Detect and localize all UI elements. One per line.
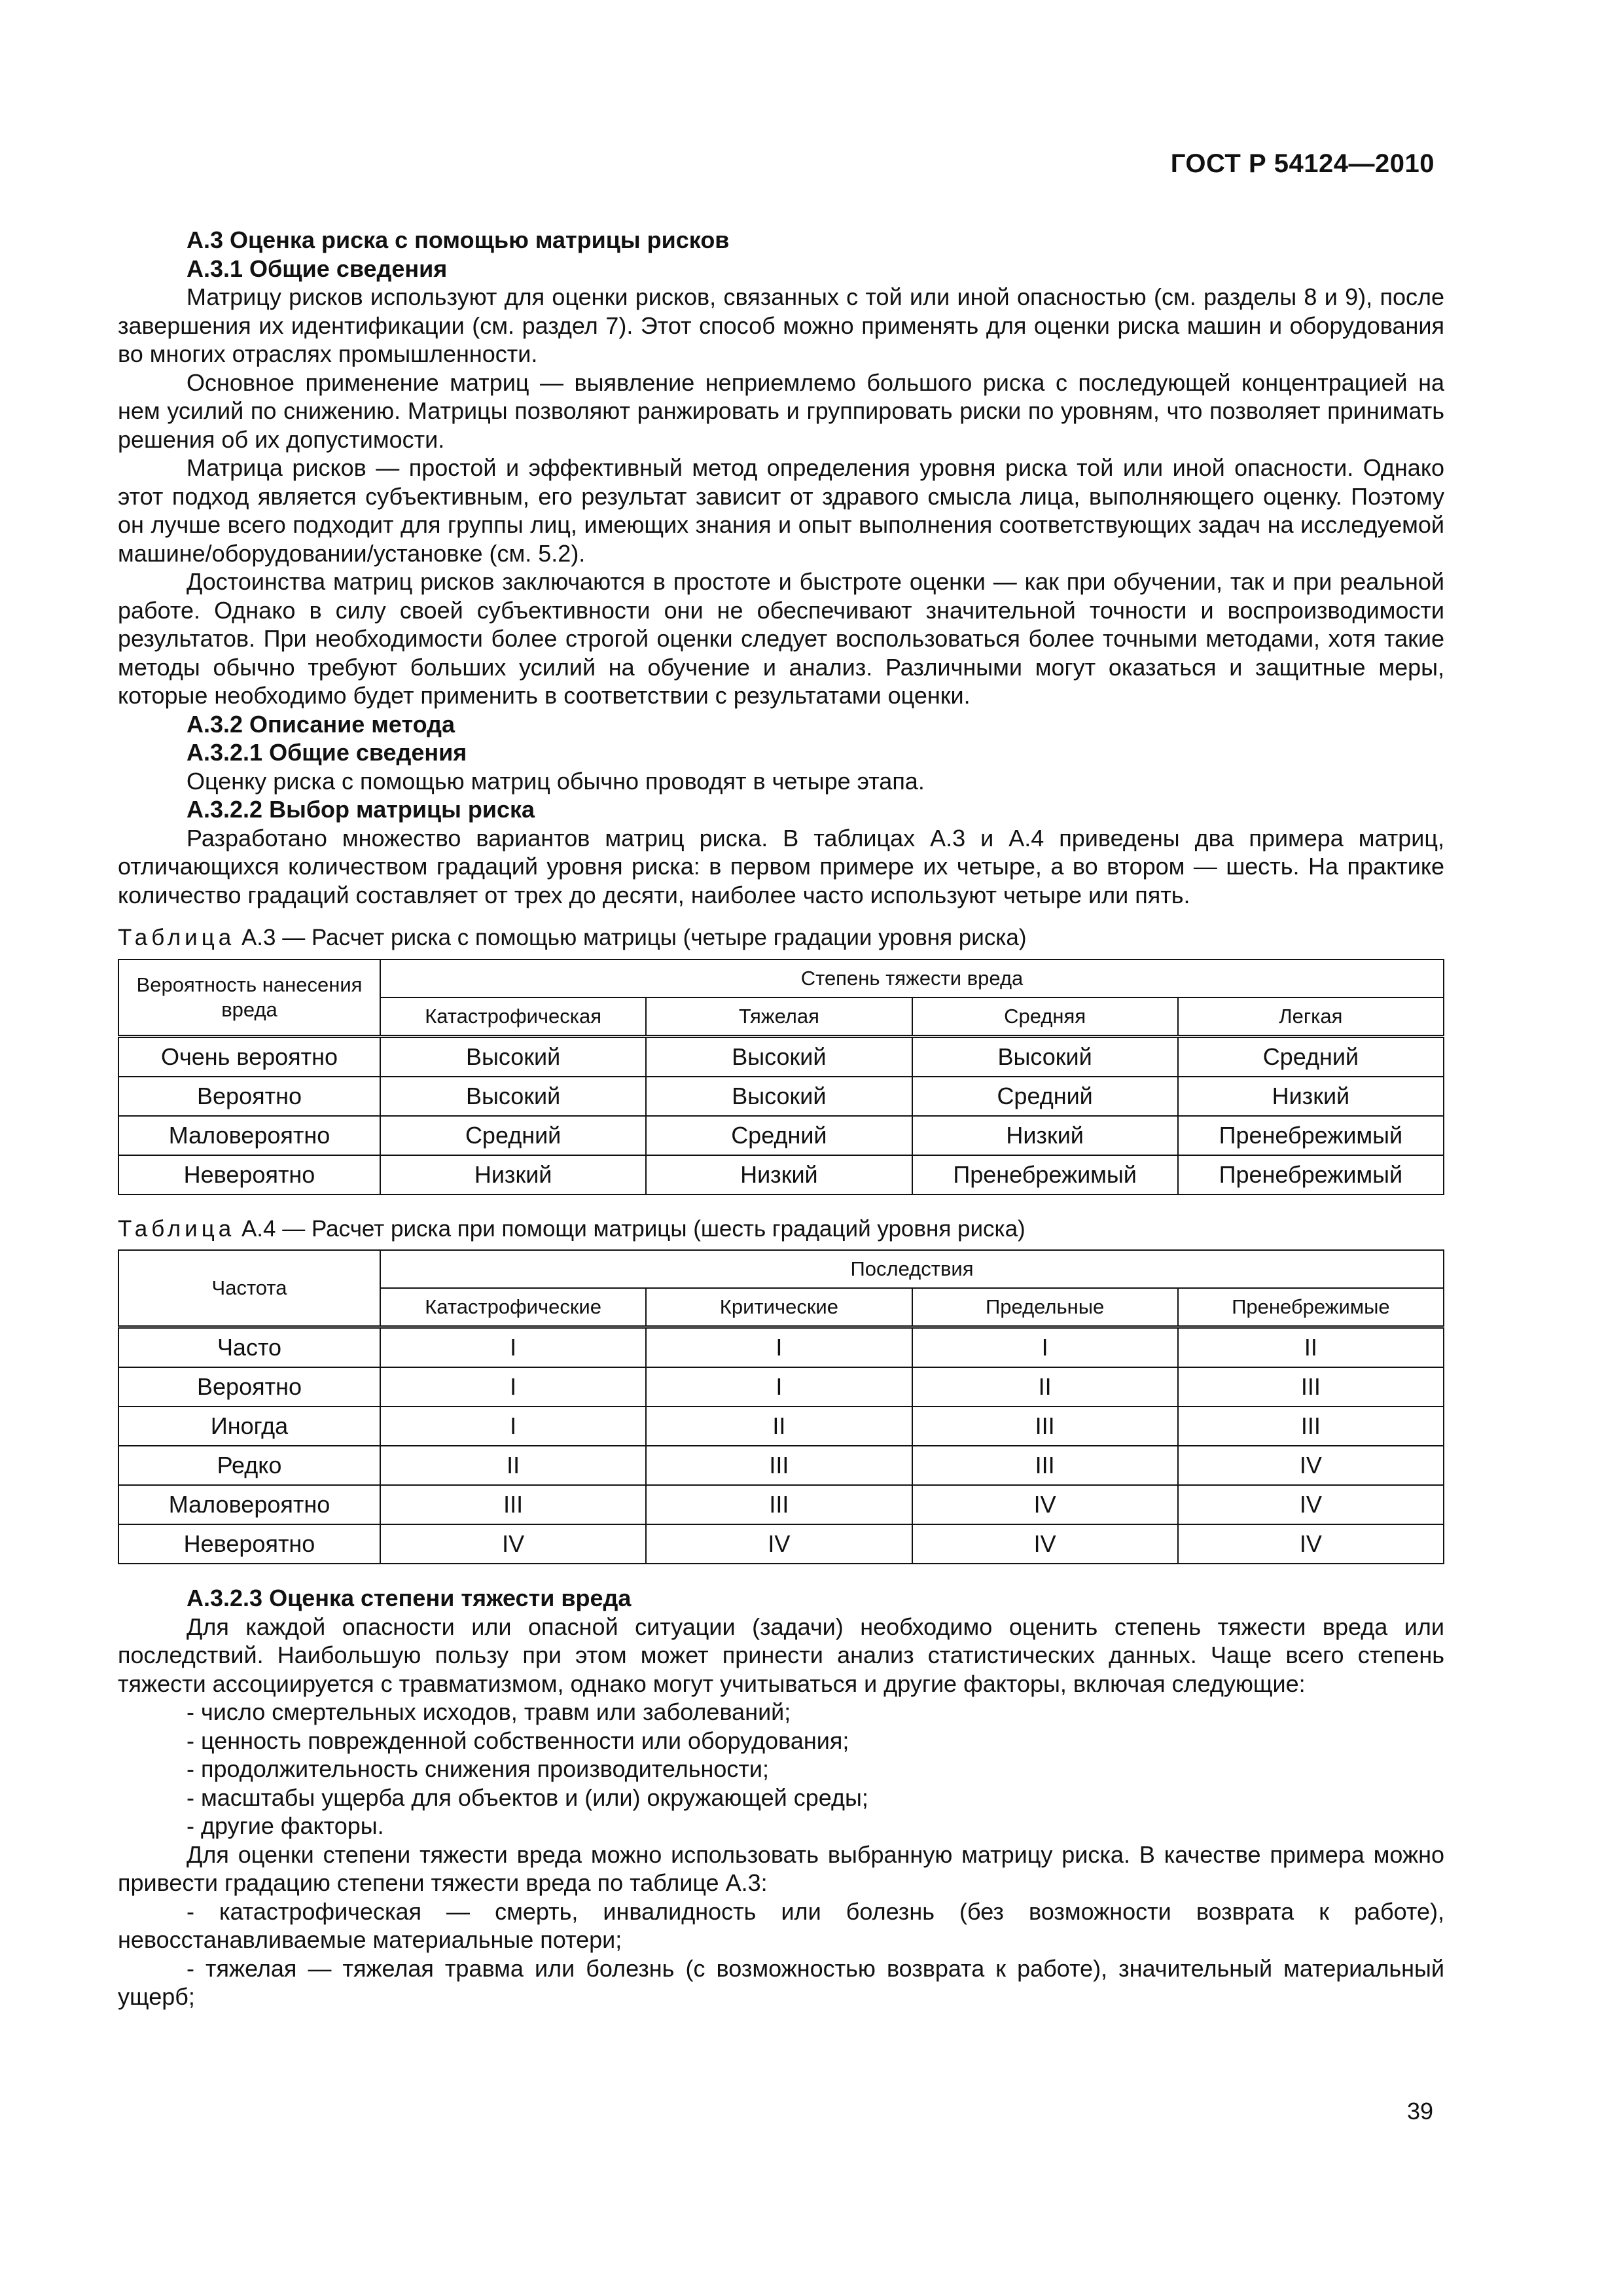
table-cell: II [1178, 1327, 1444, 1368]
paragraph: Матрица рисков — простой и эффективный метод определения уровня риска той или иной опасности. Однако этот подход является субъективным, его результат зависит от здравого смысла лица, выполняющего оценку. Поэтому он лучше всего подходит для группы лиц, имеющих знания и опыт выполнения соответствующих задач на исследуемой машине/оборудовании/установке (см. 5.2). [118, 454, 1444, 567]
paragraph: Разработано множество вариантов матриц риска. В таблицах А.3 и А.4 приведены два примера матриц, отличающихся количеством градаций уровня риска: в первом примере их четыре, а во втором — шесть. На практике количество градаций составляет от трех до десяти, наиболее часто используют четыре или пять. [118, 824, 1444, 908]
table-cell: IV [912, 1485, 1178, 1524]
paragraph: Оценку риска с помощью матриц обычно проводят в четыре этапа. [187, 767, 925, 795]
table-cell: Редко [118, 1446, 380, 1485]
table-cell: Низкий [1178, 1077, 1444, 1116]
list-item: - катастрофическая — смерть, инвалидность или болезнь (без возможности возврата к работе), невосстанавливаемые материальные потери; [118, 1897, 1444, 1953]
caption-text: А.4 — Расчет риска при помощи матрицы (шесть градаций уровня риска) [235, 1215, 1026, 1242]
table-cell: III [912, 1446, 1178, 1485]
table-cell: Высокий [646, 1077, 912, 1116]
table-row [118, 1036, 1444, 1077]
table-cell: Часто [118, 1327, 380, 1368]
severity-heading: А.3.2.3 Оценка степени тяжести вреда [187, 1585, 632, 1611]
table-cell: Очень вероятно [118, 1036, 380, 1077]
caption-label: Таблица [118, 925, 236, 950]
table-cell: IV [646, 1524, 912, 1564]
column-header: Критические [646, 1288, 912, 1327]
table-row [118, 1077, 1444, 1116]
table-row [118, 1327, 1444, 1368]
list-item: - ценность поврежденной собственности или оборудования; [187, 1727, 849, 1754]
caption-label: Таблица [118, 1215, 236, 1242]
general-heading: А.3.2.1 Общие сведения [187, 739, 467, 766]
subsection-heading: А.3.1 Общие сведения [187, 255, 448, 282]
column-header: Тяжелая [646, 997, 912, 1037]
table-cell: Средний [1178, 1036, 1444, 1077]
column-header: Предельные [912, 1288, 1178, 1327]
table-cell: III [1178, 1367, 1444, 1407]
paragraph: Матрицу рисков используют для оценки рисков, связанных с той или иной опасностью (см. разделы 8 и 9), после завершения их идентификации (см. раздел 7). Этот способ можно применять для оценки риска машин и оборудования во многих отраслях промышленности. [118, 283, 1444, 367]
table-cell: Высокий [912, 1036, 1178, 1077]
table-row [118, 1485, 1444, 1524]
row-header: Частота [118, 1250, 380, 1327]
paragraph: Для оценки степени тяжести вреда можно использовать выбранную матрицу риска. В качестве примера можно привести градацию степени тяжести вреда по таблице А.3: [118, 1840, 1444, 1896]
table-cell: IV [380, 1524, 646, 1564]
list-item: - число смертельных исходов, травм или заболеваний; [187, 1698, 791, 1725]
method-heading: А.3.2 Описание метода [187, 710, 455, 738]
group-header: Последствия [380, 1250, 1444, 1288]
table-cell: I [380, 1367, 646, 1407]
list-item: - другие факторы. [187, 1812, 384, 1839]
table-cell: Маловероятно [118, 1485, 380, 1524]
table-cell: I [380, 1407, 646, 1446]
table-cell: II [646, 1407, 912, 1446]
table-cell: IV [1178, 1524, 1444, 1564]
table-cell: Высокий [380, 1036, 646, 1077]
table-cell: Маловероятно [118, 1116, 380, 1155]
page-content [118, 226, 1444, 2011]
list-item: - тяжелая — тяжелая травма или болезнь (с возможностью возврата к работе), значительный материальный ущерб; [118, 1954, 1444, 2010]
risk-matrix-table-a3 [118, 959, 1444, 1195]
table-cell: III [912, 1407, 1178, 1446]
table-cell: Вероятно [118, 1367, 380, 1407]
table-cell: I [912, 1327, 1178, 1368]
paragraph: Для каждой опасности или опасной ситуации (задачи) необходимо оценить степень тяжести вреда или последствий. Наибольшую пользу при этом может принести анализ статистических данных. Чаще всего степень тяжести ассоциируется с травматизмом, однако могут учитываться и другие факторы, включая следующие: [118, 1613, 1444, 1697]
section-heading: А.3 Оценка риска с помощью матрицы рисков [187, 226, 730, 253]
table-cell: IV [1178, 1485, 1444, 1524]
table-cell: III [1178, 1407, 1444, 1446]
table-row [118, 1524, 1444, 1564]
table-cell: II [912, 1367, 1178, 1407]
table-cell: III [646, 1446, 912, 1485]
table-cell: III [646, 1485, 912, 1524]
table-cell: Средний [646, 1116, 912, 1155]
table-cell: Низкий [912, 1116, 1178, 1155]
table-cell: Высокий [380, 1077, 646, 1116]
column-header: Легкая [1178, 997, 1444, 1037]
table-a4-caption [118, 1215, 1444, 1244]
row-header: Вероятность нанесения вреда [118, 960, 380, 1037]
table-cell: Пренебрежимый [912, 1155, 1178, 1194]
column-header: Катастрофическая [380, 997, 646, 1037]
table-row [118, 1407, 1444, 1446]
paragraph: Основное применение матриц — выявление неприемлемо большого риска с последующей концентрацией на нем усилий по снижению. Матрицы позволяют ранжировать и группировать риски по уровням, что позволяет принимать решения об их допустимости. [118, 368, 1444, 453]
group-header: Степень тяжести вреда [380, 960, 1444, 997]
list-item: - продолжительность снижения производительности; [187, 1755, 769, 1782]
table-cell: II [380, 1446, 646, 1485]
table-row [118, 1367, 1444, 1407]
table-cell: I [646, 1367, 912, 1407]
caption-text: А.3 — Расчет риска с помощью матрицы (четыре градации уровня риска) [235, 925, 1027, 950]
table-cell: Низкий [646, 1155, 912, 1194]
matrix-choice-heading: А.3.2.2 Выбор матрицы риска [187, 796, 535, 823]
table-cell: Невероятно [118, 1524, 380, 1564]
table-cell: III [380, 1485, 646, 1524]
table-cell: I [380, 1327, 646, 1368]
table-cell: IV [912, 1524, 1178, 1564]
table-row [118, 1116, 1444, 1155]
risk-matrix-table-a4 [118, 1249, 1444, 1564]
table-cell: I [646, 1327, 912, 1368]
table-cell: IV [1178, 1446, 1444, 1485]
paragraph: Достоинства матриц рисков заключаются в простоте и быстроте оценки — как при обучении, так и при реальной работе. Однако в силу своей субъективности они не обеспечивают значительной точности и воспроизводимости результатов. При необходимости более строгой оценки следует воспользоваться более точными методами, хотя такие методы обычно требуют больших усилий на обучение и анализ. Различными могут оказаться и защитные меры, которые необходимо будет применить в соответствии с результатами оценки. [118, 568, 1444, 709]
column-header: Катастрофические [380, 1288, 646, 1327]
table-cell: Пренебрежимый [1178, 1155, 1444, 1194]
table-row [118, 1155, 1444, 1194]
column-header: Средняя [912, 997, 1178, 1037]
table-cell: Средний [912, 1077, 1178, 1116]
table-cell: Высокий [646, 1036, 912, 1077]
table-cell: Средний [380, 1116, 646, 1155]
table-a3-caption [118, 924, 1444, 952]
list-item: - масштабы ущерба для объектов и (или) окружающей среды; [187, 1784, 868, 1811]
page-number: 39 [1406, 2098, 1433, 2125]
document-id-header: ГОСТ Р 54124—2010 [1170, 149, 1435, 178]
table-cell: Пренебрежимый [1178, 1116, 1444, 1155]
table-cell: Иногда [118, 1407, 380, 1446]
table-cell: Вероятно [118, 1077, 380, 1116]
table-row [118, 1446, 1444, 1485]
table-cell: Низкий [380, 1155, 646, 1194]
table-cell: Невероятно [118, 1155, 380, 1194]
column-header: Пренебрежимые [1178, 1288, 1444, 1327]
